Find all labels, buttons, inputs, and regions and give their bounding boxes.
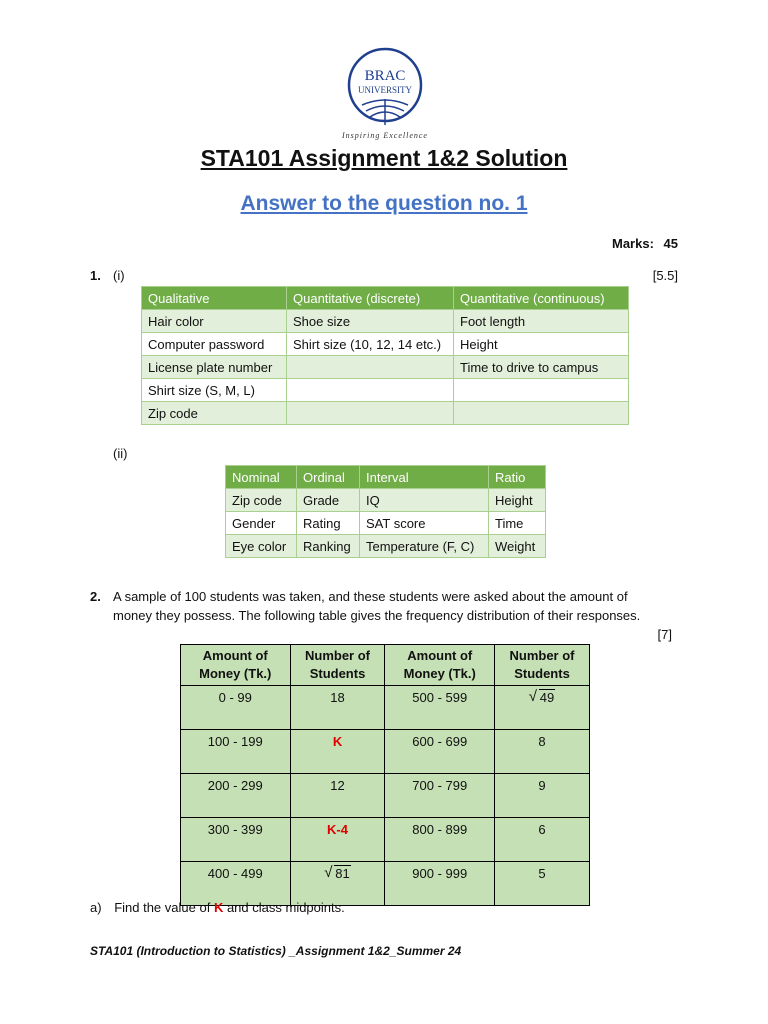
variable-type-table [141,286,629,425]
table-cell: Height [454,333,629,356]
logo-text-university: UNIVERSITY [358,85,412,95]
table-cell: Shirt size (S, M, L) [142,379,287,402]
question-2-text-line-2: money they possess. The following table gives the frequency distribution of their responses. [113,608,641,623]
table-cell: Foot length [454,310,629,333]
count-cell: 8 [495,730,590,774]
question-2-text-line-1: A sample of 100 students was taken, and these students were asked about the amount of [113,589,628,604]
table-cell [287,379,454,402]
part-a-text-post: and class midpoints. [226,900,345,915]
count-cell: 12 [290,774,385,818]
col-header-quant-continuous: Quantitative (continuous) [454,287,629,310]
table-cell: Time to drive to campus [454,356,629,379]
table-header-row [142,287,629,310]
count-cell [495,686,590,730]
table-cell: Shoe size [287,310,454,333]
sqrt-expression: √ 81 [324,864,350,881]
table-cell: Eye color [226,535,297,558]
table-row [226,512,546,535]
table-row [142,379,629,402]
amount-cell: 100 - 199 [181,730,291,774]
table-cell [454,379,629,402]
marks-value: 45 [663,236,678,251]
table-row [142,402,629,425]
table-row [181,730,590,774]
table-row [142,333,629,356]
table-header-row [181,645,590,686]
amount-cell: 600 - 699 [385,730,495,774]
col-header-ordinal: Ordinal [297,466,360,489]
col-header-nominal: Nominal [226,466,297,489]
page-title: STA101 Assignment 1&2 Solution [200,145,568,171]
table-cell: Weight [489,535,546,558]
count-cell [290,862,385,906]
table-cell: License plate number [142,356,287,379]
table-cell [454,402,629,425]
question-2-part-a [90,900,345,915]
col-header-ratio: Ratio [489,466,546,489]
table-cell: SAT score [360,512,489,535]
table-cell: IQ [360,489,489,512]
sqrt-radicand: 49 [539,690,555,705]
question-1-part-i: (i) [113,268,125,283]
header-text: Money (Tk.) [199,666,272,681]
amount-cell: 0 - 99 [181,686,291,730]
table-cell [287,402,454,425]
table-cell: Height [489,489,546,512]
section-subtitle: Answer to the question no. 1 [240,192,528,215]
part-a-k: K [213,900,224,915]
logo-tagline: Inspiring Excellence [342,131,428,140]
page-footer: STA101 (Introduction to Statistics) _Assignment 1&2_Summer 24 [90,944,462,958]
col-header-students-left [290,645,385,686]
table-cell: Shirt size (10, 12, 14 etc.) [287,333,454,356]
table-cell [287,356,454,379]
table-header-row [226,466,546,489]
marks-line [612,236,678,251]
count-cell-k: K [290,730,385,774]
table-cell: Temperature (F, C) [360,535,489,558]
table-row [181,774,590,818]
table-cell: Zip code [226,489,297,512]
table-row [226,535,546,558]
measurement-scale-table [225,465,546,558]
question-1-part-ii: (ii) [113,446,128,461]
table-cell: Computer password [142,333,287,356]
header-text: Amount of [202,648,268,663]
table-row [142,310,629,333]
header-text: Number of [305,648,370,663]
question-2-points: [7] [657,627,672,642]
table-row [142,356,629,379]
sqrt-expression: √ 49 [528,688,555,705]
amount-cell: 800 - 899 [385,818,495,862]
count-cell: 5 [495,862,590,906]
amount-cell: 400 - 499 [181,862,291,906]
col-header-students-right [495,645,590,686]
part-a-label: a) [90,900,102,915]
sqrt-radicand: 81 [335,866,350,881]
table-cell: Ranking [297,535,360,558]
table-cell: Rating [297,512,360,535]
logo-emblem [330,45,440,131]
frequency-table [180,644,590,906]
count-cell: 18 [290,686,385,730]
col-header-interval: Interval [360,466,489,489]
header-text: Amount of [407,648,473,663]
table-row [226,489,546,512]
marks-label: Marks: [611,236,654,251]
brac-university-logo [330,45,440,145]
table-cell: Hair color [142,310,287,333]
table-cell: Grade [297,489,360,512]
header-text: Number of [509,648,575,663]
table-cell: Gender [226,512,297,535]
amount-cell: 300 - 399 [181,818,291,862]
count-cell: 6 [495,818,590,862]
table-cell: Zip code [142,402,287,425]
amount-cell: 500 - 599 [385,686,495,730]
part-a-text-pre: Find the value of [114,900,211,915]
amount-cell: 200 - 299 [181,774,291,818]
header-text: Money (Tk.) [403,666,476,681]
count-cell: 9 [495,774,590,818]
logo-text-brac: BRAC [364,68,406,84]
question-1-number: 1. [90,268,101,283]
col-header-amount-right [385,645,495,686]
table-row [181,862,590,906]
table-row [181,686,590,730]
header-text: Students [309,666,366,681]
amount-cell: 900 - 999 [385,862,495,906]
question-2-number: 2. [90,589,101,604]
table-cell: Time [489,512,546,535]
col-header-quant-discrete: Quantitative (discrete) [287,287,454,310]
col-header-amount-left [181,645,291,686]
question-1-points: [5.5] [652,268,678,283]
amount-cell: 700 - 799 [385,774,495,818]
header-text: Students [514,666,570,681]
col-header-qualitative: Qualitative [142,287,287,310]
table-row [181,818,590,862]
count-cell-k-minus-4: K-4 [290,818,385,862]
